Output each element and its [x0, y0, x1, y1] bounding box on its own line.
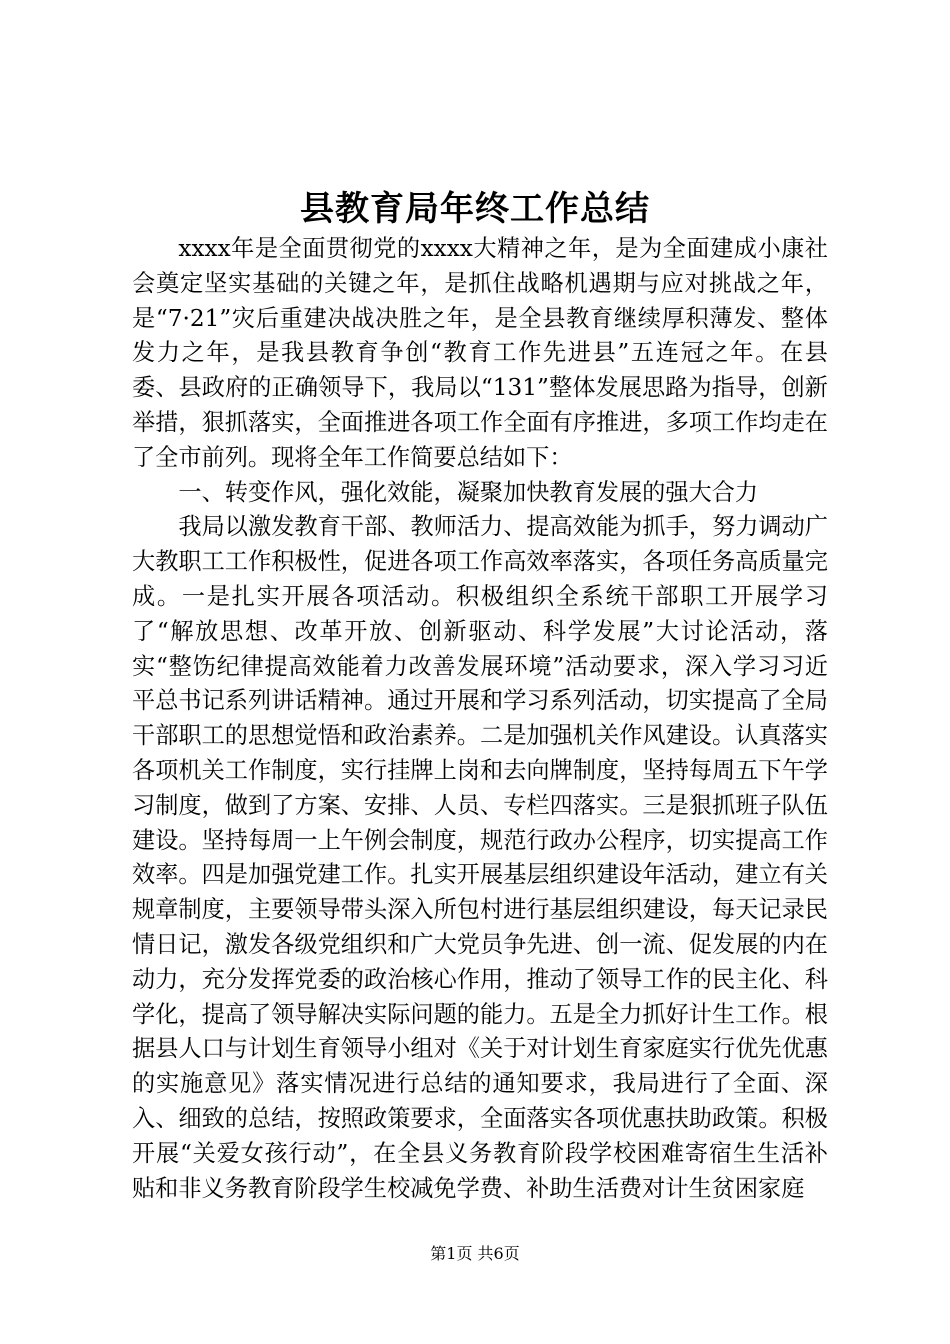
document-body — [132, 232, 828, 1206]
page-footer: 第1页 共6页 — [430, 1244, 520, 1263]
document-title: 县教育局年终工作总结 — [300, 189, 650, 229]
section-paragraph: 我局以激发教育干部、教师活力、提高效能为抓手，努力调动广大教职工工作积极性，促进各项工作高效率落实，各项任务高质量完成。一是扎实开展各项活动。积极组织全系统干部职工开展学习了“解放思想、改革开放、创新驱动、科学发展”大讨论活动，落实“整饬纪律提高效能着力改善发展环境”活动要求，深入学习习近平总书记系列讲话精神。通过开展和学习系列活动，切实提高了全局干部职工的思想觉悟和政治素养。二是加强机关作风建设。认真落实各项机关工作制度，实行挂牌上岗和去向牌制度，坚持每周五下午学习制度，做到了方案、安排、人员、专栏四落实。三是狠抓班子队伍建设。坚持每周一上午例会制度，规范行政办公程序，切实提高工作效率。四是加强党建工作。扎实开展基层组织建设年活动，建立有关规章制度，主要领导带头深入所包村进行基层组织建设，每天记录民情日记，激发各级党组织和广大党员争先进、创一流、促发展的内在动力，充分发挥党委的政治核心作用，推动了领导工作的民主化、科学化，提高了领导解决实际问题的能力。五是全力抓好计生工作。根据县人口与计划生育领导小组对《关于对计划生育家庭实行优先优惠的实施意见》落实情况进行总结的通知要求，我局进行了全面、深入、细致的总结，按照政策要求，全面落实各项优惠扶助政策。积极开展“关爱女孩行动”，在全县义务教育阶段学校困难寄宿生生活补贴和非义务教育阶段学生校减免学费、补助生活费对计生贫困家庭 — [132, 513, 828, 1202]
section-heading: 一、转变作风，强化效能，凝聚加快教育发展的强大合力 — [178, 478, 759, 506]
intro-paragraph: xxxx年是全面贯彻党的xxxx大精神之年，是为全面建成小康社会奠定坚实基础的关键之年，是抓住战略机遇期与应对挑战之年，是“7·21”灾后重建决战决胜之年，是全县教育继续厚积薄发、整体发力之年，是我县教育争创“教育工作先进县”五连冠之年。在县委、县政府的正确领导下，我局以“131”整体发展思路为指导，创新举措，狠抓落实，全面推进各项工作全面有序推进，多项工作均走在了全市前列。现将全年工作简要总结如下： — [132, 235, 828, 471]
